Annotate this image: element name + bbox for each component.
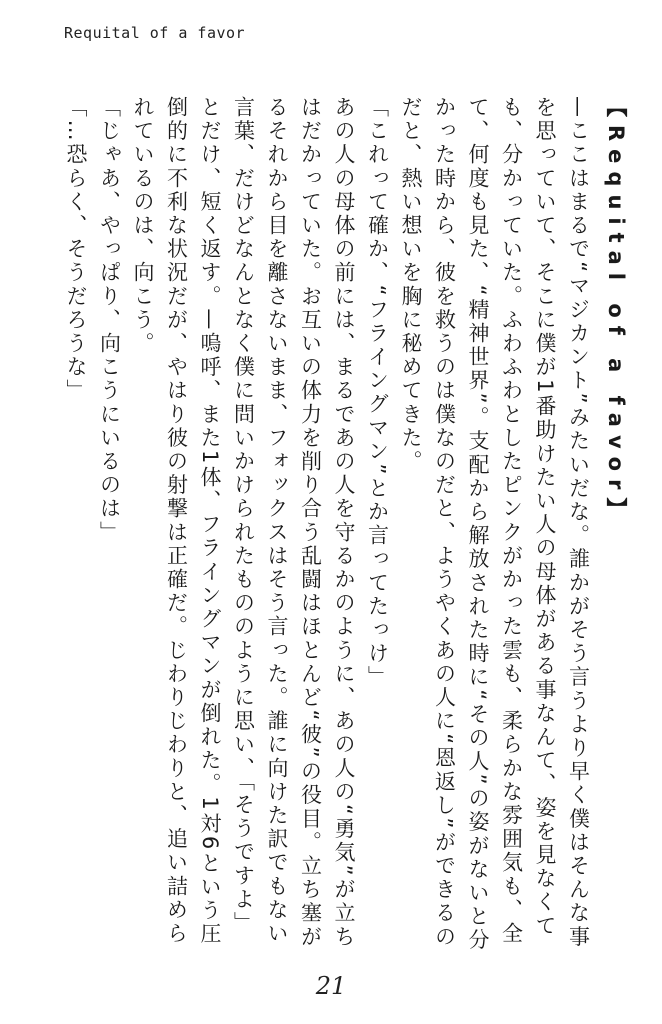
running-header: Requital of a favor <box>64 24 246 42</box>
vertical-text-body <box>52 96 632 956</box>
paragraph: 「…恐らく、そうだろうな」 <box>64 96 88 403</box>
paragraph: あの人の母体の前には、まるであの人を守るかのように、あの人の“勇気”が立ちはだかっていた。お互いの体力を削り合う乱闘はほとんど“彼”の役目。立ち塞がるそれから目を離さないまま、フォックスはそう言った。誰に向けた訳でもない言葉、だけどなんとなく僕に問いかけられたもののように思い、「そうですよ」とだけ、短く返す。—嗚呼、また1体、フライングマンが倒れた。1対6という圧倒的に不利な状況だが、やはり彼の射撃は正確だ。じわりじわりと、追い詰められているのは、向こう。 <box>131 96 356 949</box>
chapter-title: 【Requital of a favor】 <box>604 96 628 527</box>
paragraph: 「これって確か、“フライングマン”とか言ってたっけ」 <box>365 96 390 690</box>
paragraph: —ここはまるで“マジカント”みたいだな。誰かがそう言うより早く僕はそんな事を思っていて、そこに僕が1番助けたい人の母体がある事なんて、姿を見なくても、分かっていた。ふわふわとしたピンクがかった雲も、柔らかな雰囲気も、全て、何度も見た、“精神世界”。支配から解放された時に“その人”の姿がないと分かった時から、彼を救うのは僕なのだと、ようやくあの人に“恩返し”ができるのだと、熱い想いを胸に秘めてきた。 <box>399 96 591 953</box>
page-number: 21 <box>315 972 347 1000</box>
paragraph: 「じゃあ、やっぱり、向こうにいるのは」 <box>97 96 122 545</box>
